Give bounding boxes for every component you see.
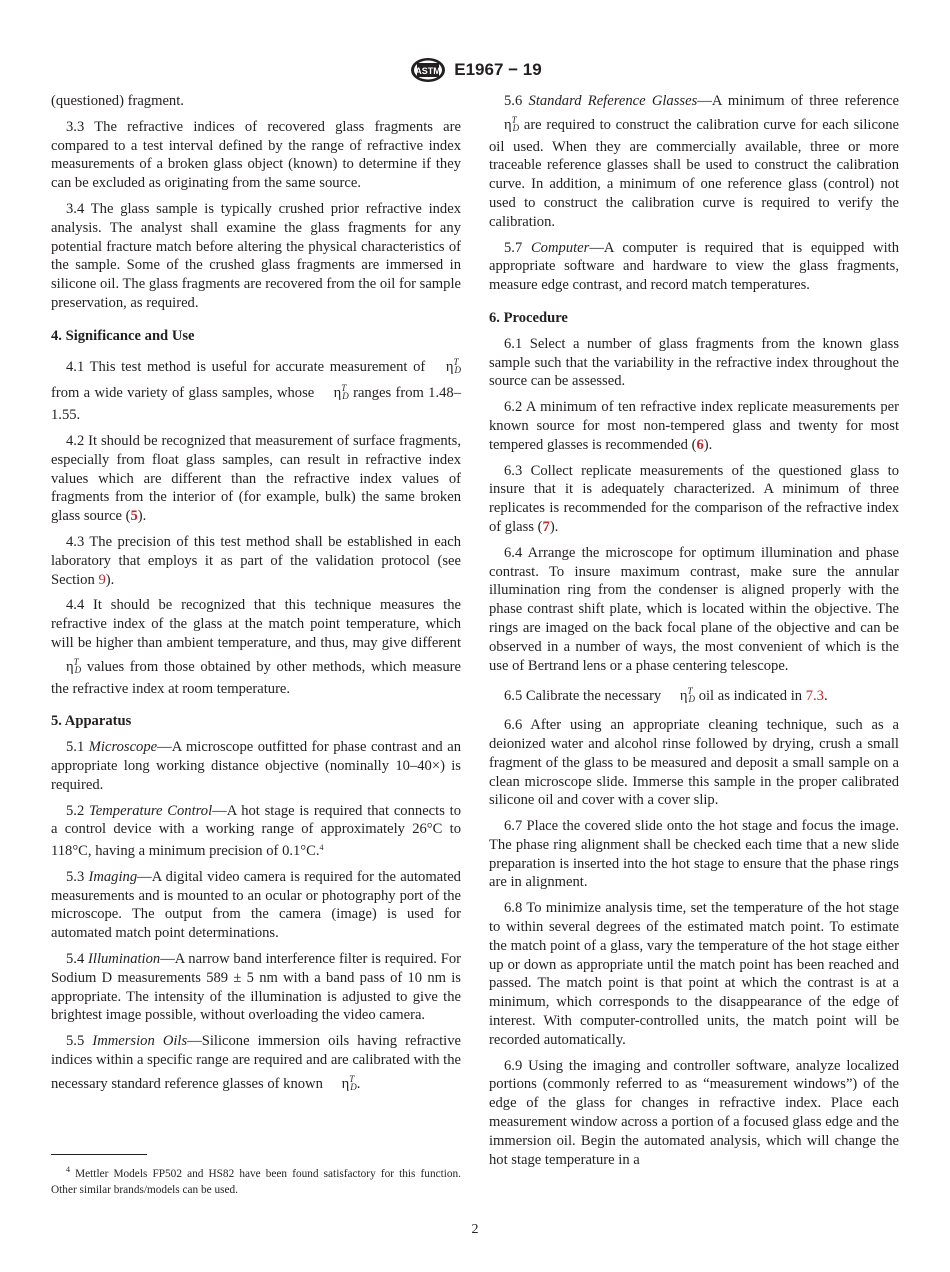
paragraph-6-5: 6.5 Calibrate the necessary $\eta^T_D$ oil as indicated in 7.3. — [489, 682, 899, 709]
section-4-heading: 4. Significance and Use — [51, 327, 195, 344]
eta-symbol: $\eta^T_D$ — [333, 383, 349, 402]
paragraph-3-4: 3.4 The glass sample is typically crushed prior refractive index analysis. The analyst shall examine the glass fragments for any potential fracture match before altering the physical characteristics of the sample. Some of the crushed glass fragments are immersed in silicone oil. The glass fragments are recovered from the oil for sample preservation, as required. — [51, 200, 461, 311]
paragraph-5-3: 5.3 Imaging—A digital video camera is required for the automated measurements and is mounted to an ocular or photography port of the microscope. The output from the camera (image) is used for automated match point determinations. — [51, 868, 461, 942]
paragraph-3-3: 3.3 The refractive indices of recovered glass fragments are compared to a test interval defined by the range of refractive index measurements of a broken glass object (known) to determine if they can be excluded as originating from the same source. — [51, 118, 461, 192]
astm-logo-icon — [408, 57, 448, 83]
paragraph-6-2: 6.2 A minimum of ten refractive index replicate measurements per known source for most non-tempered glass and twenty for most tempered glasses is recommended (6). — [489, 399, 899, 453]
page-number: 2 — [471, 1222, 479, 1237]
paragraph-4-3: 4.3 The precision of this test method shall be established in each laboratory that employs it as part of the validation protocol (see Section 9). — [51, 533, 461, 588]
footnote-rule — [51, 1154, 147, 1155]
paragraph-5-6: 5.6 Standard Reference Glasses—A minimum of three reference $\eta^T_D$ are required to construct the calibration curve for each silicone oil used. When they are commercially available, three or more traceable reference glasses shall be used to construct the calibration curve. In addition, a minimum of one reference glass (control) not used to construct the calibration curve is required to verify the calibration. — [489, 93, 900, 230]
paragraph-5-2: 5.2 Temperature Control—A hot stage is required that connects to a control device with a working range of approximately 26°C to 118°C, having a minimum precision of 0.1°C.$^4$ — [51, 802, 461, 860]
paragraph-6-3: 6.3 Collect replicate measurements of the questioned glass to insure that it is adequately characterized. A minimum of three replicates is recommended for the comparison of the refractive index of glass (7). — [489, 462, 899, 535]
paragraph-5-5: 5.5 Immersion Oils—Silicone immersion oils having refractive indices within a specific range are required and are calibrated with the necessary standard reference glasses of known $\eta^T_D$. — [51, 1032, 461, 1096]
footnote: $^4$ Mettler Models FP502 and HS82 have been found satisfactory for this function. Other similar brands/models can be used. — [51, 1165, 461, 1196]
paragraph-4-4: 4.4 It should be recognized that this technique measures the refractive index of the glass at the match point temperature, which will be higher than ambient temperature, and thus, may give different $\eta^T_D$ values from those obtained by other methods, which measure the refractive index at room temperature. — [51, 597, 461, 697]
section-6-heading: 6. Procedure — [489, 309, 568, 326]
eta-symbol: $\eta^T_D$ — [66, 656, 82, 675]
paragraph-6-4: 6.4 Arrange the microscope for optimum illumination and phase contrast. To insure maximum contrast, make sure the annular illumination ring from the condenser is aligned properly with the phase contrast shift plate, which is located within the objective. The rings are imaged on the back focal plane of the objective and can be observed in a number of ways, the most convenient of which is the use of Bertrand lens or a phase centering telescope. — [489, 544, 899, 674]
reference-link[interactable]: 7 — [542, 518, 550, 535]
eta-symbol: $\eta^T_D$ — [679, 686, 696, 705]
document-designation: E1967 − 19 — [454, 60, 542, 79]
eta-symbol: $\eta^T_D$ — [341, 1073, 357, 1092]
right-column — [489, 92, 899, 1176]
eta-symbol: $\eta^T_D$ — [504, 114, 520, 133]
paragraph-5-7: 5.7 Computer—A computer is required that is equipped with appropriate software and hardware to view the glass fragments, measure edge contrast, and record match temperatures. — [489, 239, 900, 294]
footnote-number: 4 — [66, 1165, 70, 1174]
paragraph-4-1: 4.1 This test method is useful for accurate measurement of $\eta^T_D$ from a wide variety of glass samples, whose $\eta^T_D$ ranges from 1.48–1.55. — [51, 353, 461, 425]
reference-link[interactable]: 5 — [130, 508, 138, 525]
paragraph-6-9: 6.9 Using the imaging and controller software, analyze localized portions (commonly referred to as “measurement windows”) of the edge of the glass for changes in refractive index. Place each measurement window across a portion of a focused glass edge and the immersion oil. Begin the automated analysis, which will change the hot stage temperature in a — [489, 1057, 899, 1168]
page-header — [0, 56, 950, 84]
section-5-heading: 5. Apparatus — [51, 713, 132, 730]
paragraph-5-4: 5.4 Illumination—A narrow band interference filter is required. For Sodium D measurements 589 ± 5 nm with a band pass of 10 nm is appropriate. The intensity of the illumination is adjusted to give the brightest image possible, without overloading the video camera. — [51, 951, 461, 1024]
svg-text:ASTM: ASTM — [415, 66, 442, 76]
paragraph-continuation: (questioned) fragment. — [51, 93, 184, 109]
paragraph-6-6: 6.6 After using an appropriate cleaning technique, such as a deionized water and alcohol rinse followed by drying, crush a small fragment of the glass to be measured and deposit a small sample on a clean microscope slide. Immerse this sample in the proper calibrated silicone oil and cover with a cover slip. — [489, 717, 899, 809]
paragraph-6-1: 6.1 Select a number of glass fragments from the known glass sample such that the variability in the refractive index throughout the source can be assessed. — [489, 335, 899, 390]
section-link[interactable]: 9 — [98, 571, 106, 588]
paragraph-6-7: 6.7 Place the covered slide onto the hot stage and focus the image. The phase ring alignment shall be checked each time that a new slide preparation is inserted into the hot stage to ensure that the phase rings are in alignment. — [489, 818, 899, 891]
paragraph-6-8: 6.8 To minimize analysis time, set the temperature of the hot stage to within several degrees of the estimated match point. To estimate the match point of a glass, vary the temperature of the hot stage either up or down as appropriate until the match point has been reached and passed. The match point is that point at which the contrast is at a minimum, which corresponds to the disappearance of the edge of interest. With computer-controlled units, the match point will be recorded automatically. — [489, 900, 899, 1048]
reference-link[interactable]: 6 — [696, 436, 704, 453]
paragraph-5-1: 5.1 Microscope—A microscope outfitted for phase contrast and an appropriate long working distance objective (nominally 10–40×) is required. — [51, 739, 461, 793]
section-link[interactable]: 7.3 — [805, 688, 824, 705]
left-column — [51, 92, 461, 1104]
paragraph-4-2: 4.2 It should be recognized that measurement of surface fragments, especially from float glass samples, can result in refractive index values which are different than the refractive index values of fragments from the interior of (for example, bulk) the same broken glass source (5). — [51, 432, 461, 525]
eta-symbol: $\eta^T_D$ — [445, 356, 461, 375]
footnote-marker[interactable]: 4 — [319, 843, 324, 853]
